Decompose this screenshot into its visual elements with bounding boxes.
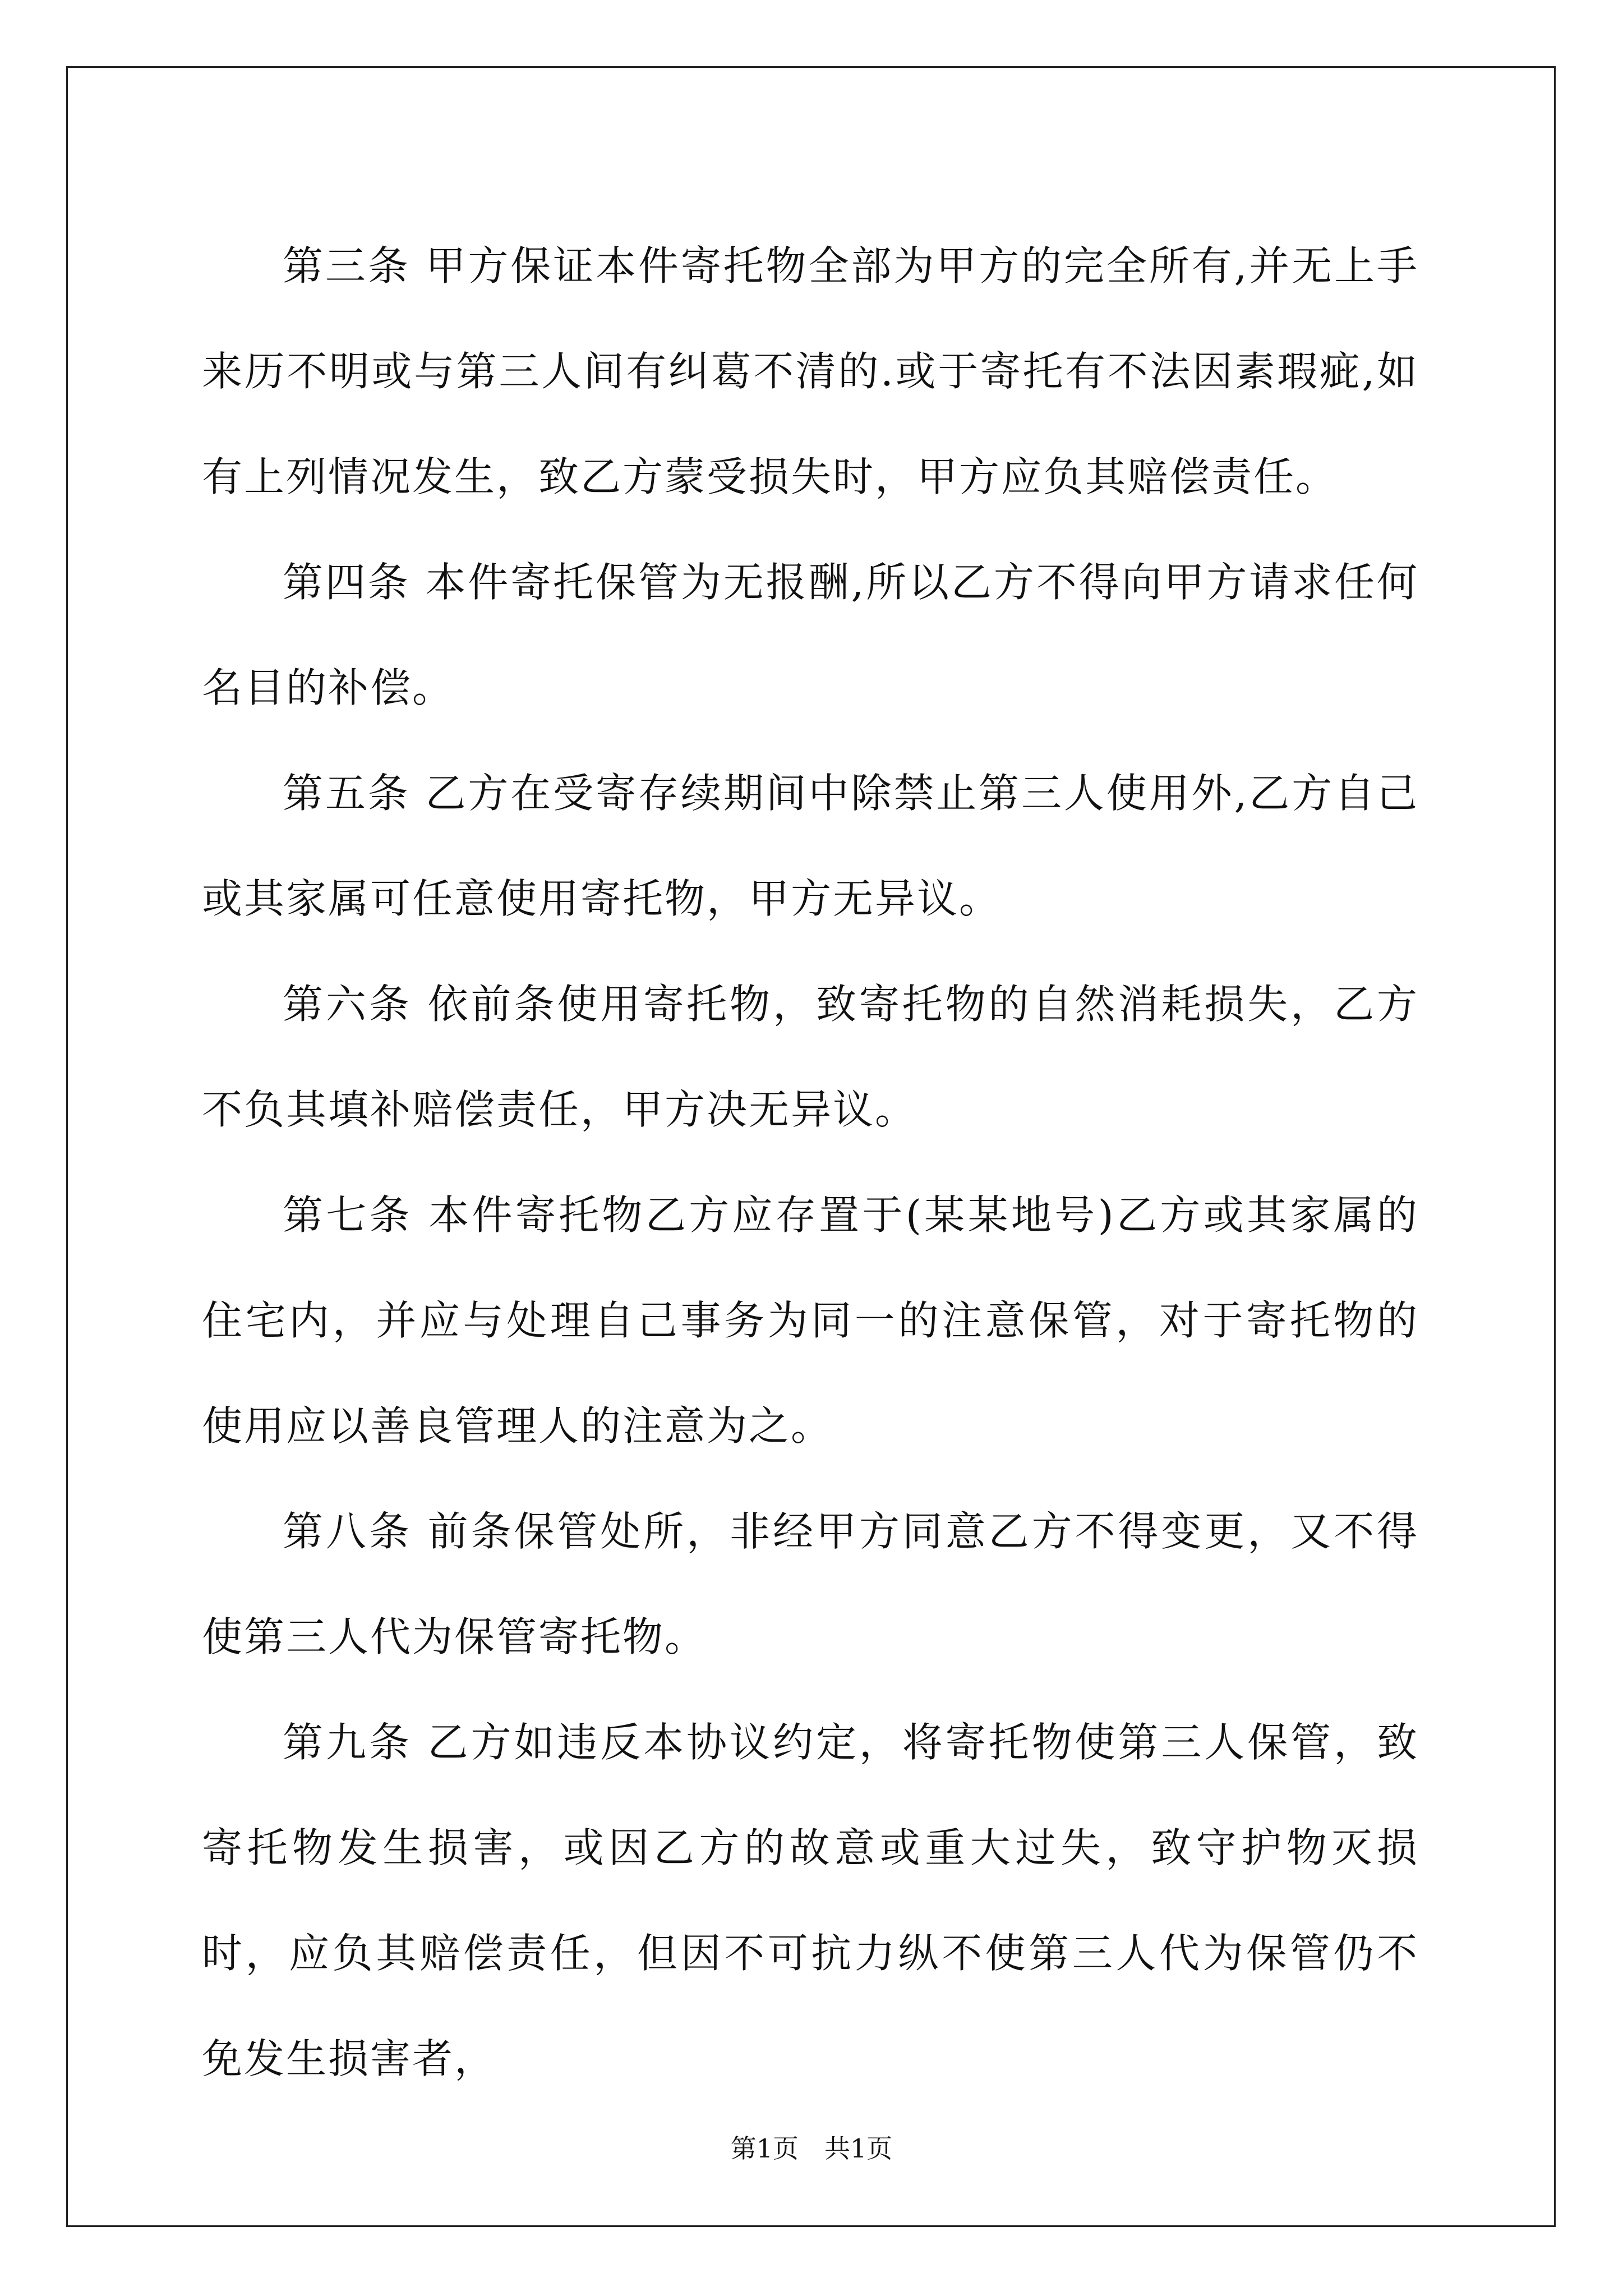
document-body — [202, 213, 1419, 2111]
page-number-footer: 第1页 共1页 — [730, 2133, 893, 2164]
article-4: 第四条 本件寄托保管为无报酬,所以乙方不得向甲方请求任何名目的补偿。 — [202, 559, 1419, 711]
article-3: 第三条 甲方保证本件寄托物全部为甲方的完全所有,并无上手来历不明或与第三人间有纠葛不清的.或于寄托有不法因素瑕疵,如有上列情况发生，致乙方蒙受损失时，甲方应负其赔偿责任。 — [202, 242, 1419, 500]
article-7: 第七条 本件寄托物乙方应存置于(某某地号)乙方或其家属的住宅内，并应与处理自己事务为同一的注意保管，对于寄托物的使用应以善良管理人的注意为之。 — [202, 1191, 1419, 1450]
article-6: 第六条 依前条使用寄托物，致寄托物的自然消耗损失，乙方不负其填补赔偿责任，甲方决无异议。 — [202, 981, 1419, 1133]
article-9: 第九条 乙方如违反本协议约定，将寄托物使第三人保管，致寄托物发生损害，或因乙方的故意或重大过失，致守护物灭损时，应负其赔偿责任，但因不可抗力纵不使第三人代为保管仍不免发生损害者， — [202, 1719, 1419, 2082]
article-8: 第八条 前条保管处所，非经甲方同意乙方不得变更，又不得使第三人代为保管寄托物。 — [202, 1508, 1419, 1660]
article-5: 第五条 乙方在受寄存续期间中除禁止第三人使用外,乙方自己或其家属可任意使用寄托物，甲方无异议。 — [202, 770, 1419, 922]
